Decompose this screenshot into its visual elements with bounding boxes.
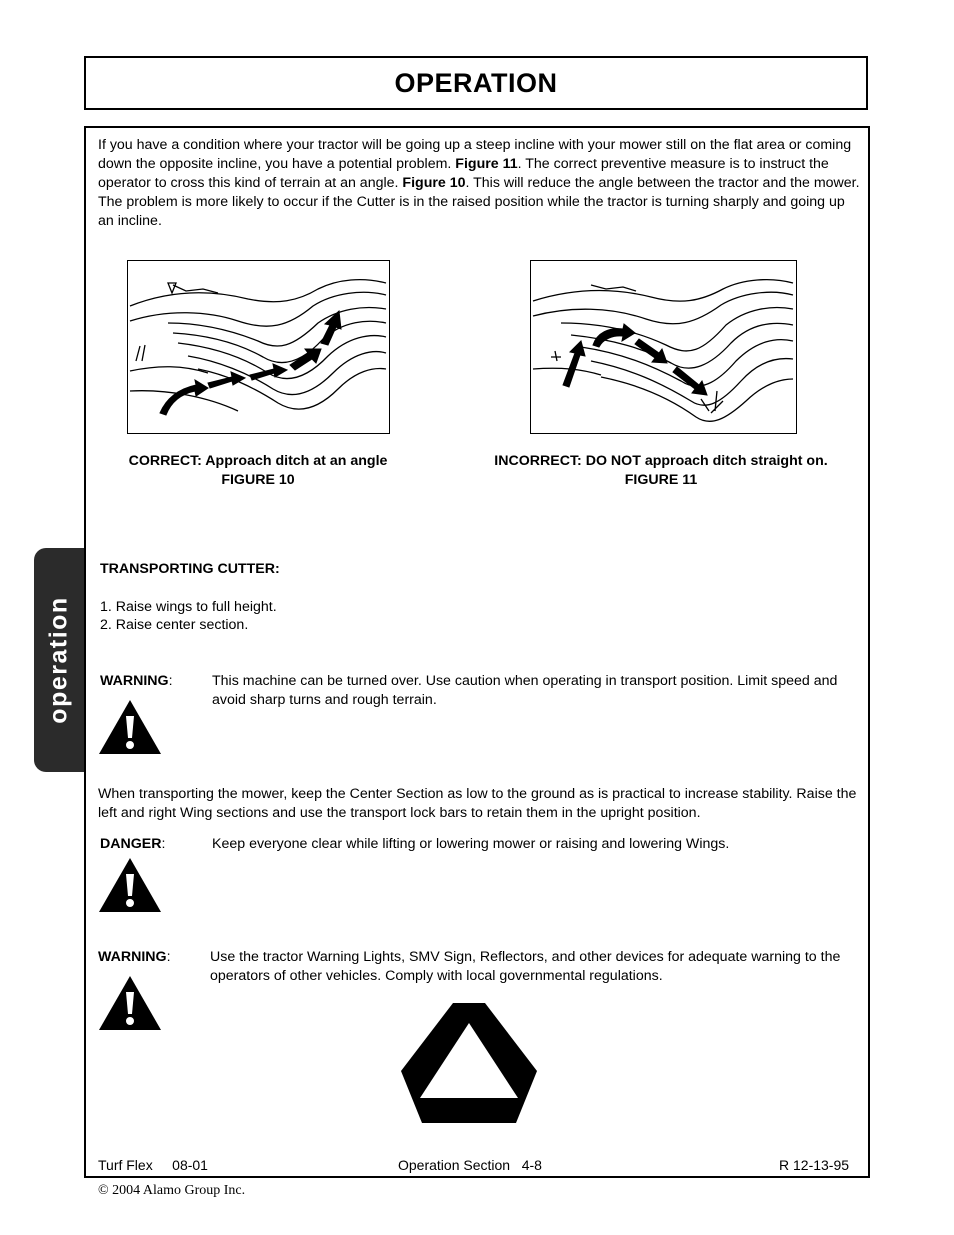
ditch-straight-approach-illustration [531,261,796,433]
section-side-tab [34,548,84,772]
figure-10-illustration [127,260,390,434]
figure-10-label: FIGURE 10 [221,472,295,488]
footer-right: R 12-13-95 [779,1157,850,1173]
warning-1-text: This machine can be turned over. Use caution when operating in transport position. Limit speed and avoid sharp turns and rough terrain. [212,673,838,708]
figure-11-label: FIGURE 11 [624,472,698,488]
figure-10-reference: Figure 10 [402,175,466,191]
footer-left: Turf Flex 08-01 [98,1157,208,1173]
warning-2-label: WARNING: [98,949,171,965]
danger-label: DANGER: [100,836,166,852]
warning-2-text: Use the tractor Warning Lights, SMV Sign, Reflectors, and other devices for adequate warning to the operators of other vehicles. Comply with local governmental regulations. [210,949,841,984]
figure-11-illustration [530,260,797,434]
danger-text: Keep everyone clear while lifting or lowering mower or raising and lowering Wings. [212,836,730,852]
transport-paragraph: When transporting the mower, keep the Center Section as low to the ground as is practical to increase stability. Raise the left and right Wing sections and use the transport lock bars to retain them in the upright position. [98,786,857,821]
smv-emblem-icon [400,1003,538,1123]
transport-heading: TRANSPORTING CUTTER: [100,561,280,577]
figure-11-caption: INCORRECT: DO NOT approach ditch straight on. FIGURE 11 [466,452,856,490]
figure-10-caption: CORRECT: Approach ditch at an angle FIGURE 10 [98,452,418,490]
warning-triangle-icon [97,856,163,914]
copyright: © 2004 Alamo Group Inc. [98,1183,246,1198]
warning-triangle-icon [97,974,163,1032]
transport-step-1: 1. Raise wings to full height. [100,599,277,615]
page-title: OPERATION [394,67,558,98]
transport-step-2: 2. Raise center section. [100,617,249,633]
ditch-angle-approach-illustration [128,261,389,433]
figure-11-reference: Figure 11 [455,156,518,172]
intro-paragraph: If you have a condition where your tractor will be going up a steep incline with your mower still on the flat area or coming down the opposite incline, you have a potential problem. Figure 11. The correct preventive measure is to instruct the operator to cross this kind of terrain at an angle. Figure 10. This will reduce the angle between the tractor and the mower. The problem is more likely to occur if the Cutter is in the raised position while the tractor is turning sharply and going up an incline. [98,137,860,229]
side-tab-label: operation [44,596,73,724]
footer-center: Operation Section 4-8 [398,1157,542,1173]
warning-triangle-icon [97,698,163,756]
warning-1-label: WARNING: [100,673,173,689]
page-header [84,56,868,110]
